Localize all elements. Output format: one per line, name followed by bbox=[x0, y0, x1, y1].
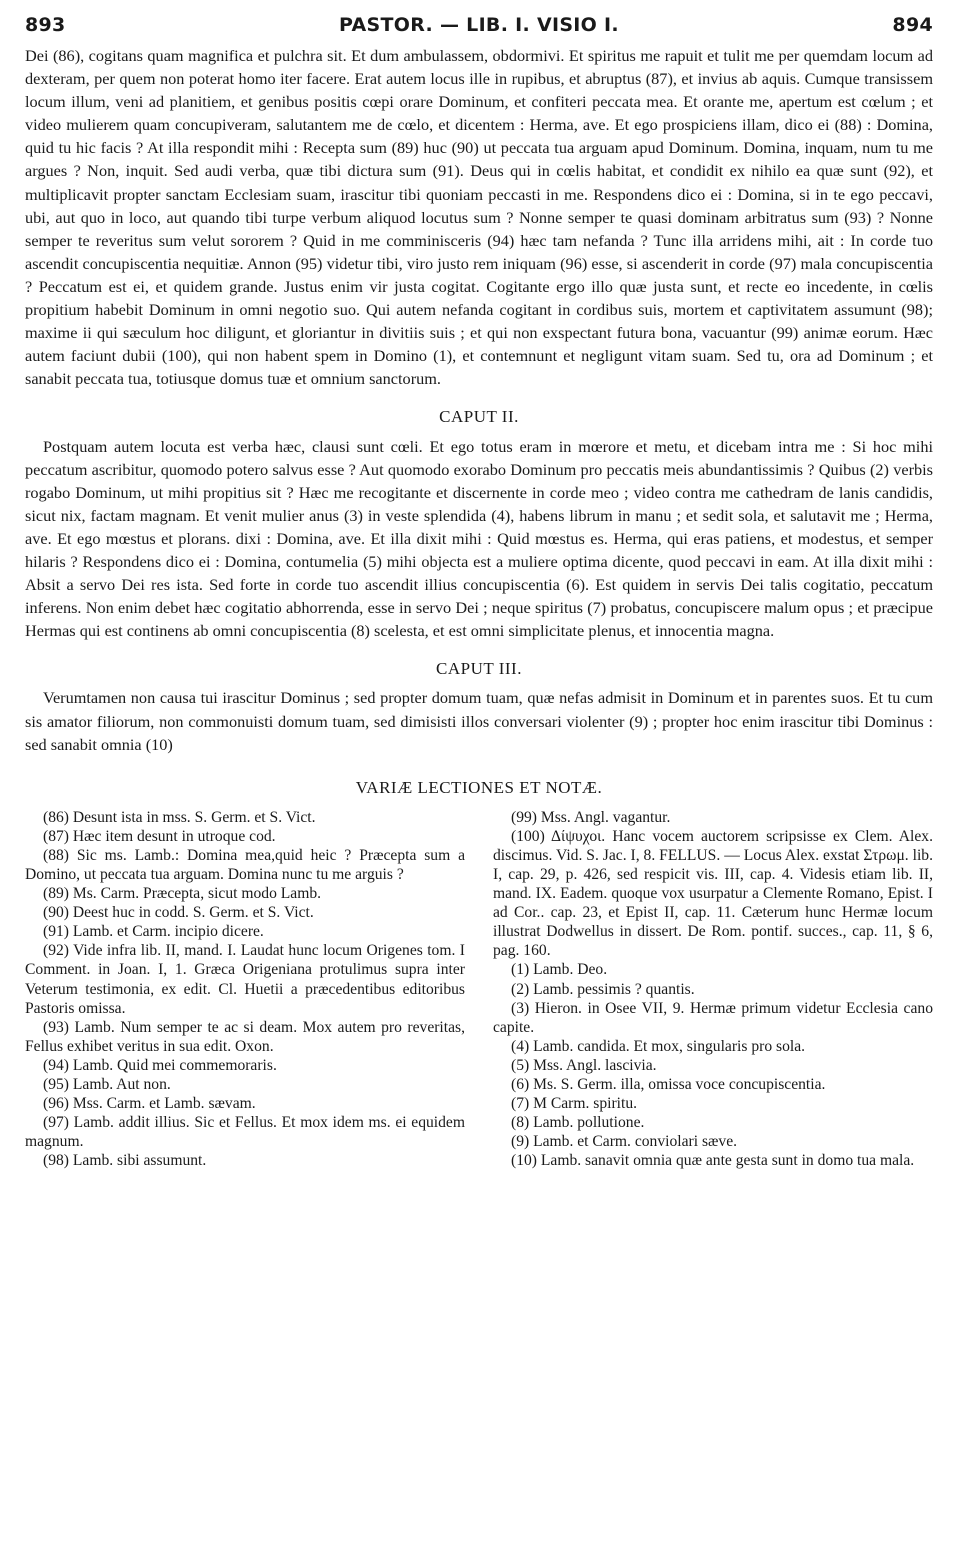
note-item: (2) Lamb. pessimis ? quantis. bbox=[511, 980, 695, 998]
note-item: (3) Hieron. in Osee VII, 9. Hermæ primum videtur Ecclesia cano capite. bbox=[493, 999, 933, 1036]
note-item: (9) Lamb. et Carm. conviolari sæve. bbox=[511, 1133, 738, 1151]
note-item: (7) M Carm. spiritu. bbox=[511, 1095, 638, 1113]
note-item: (98) Lamb. sibi assumunt. bbox=[43, 1152, 207, 1170]
notes-left-column bbox=[25, 808, 465, 1171]
note-item: (90) Deest huc in codd. S. Germ. et S. Vict. bbox=[43, 904, 314, 922]
note-item: (4) Lamb. candida. Et mox, singularis pro sola. bbox=[511, 1037, 806, 1055]
note-item: (100) Δίψυχοι. Hanc vocem auctorem scripsisse ex Clem. Alex. discimus. Vid. S. Jac. I, 8. FELLUS. — Locus Alex. exstat Στρωμ. lib. I, cap. 29, p. 426, sed respicit vis. III, cap. 4. Videsis etiam lib. II, mand. IX. Eadem. quoque vox usurpatur a Clemente Romano, Epist. I ad Cor.. cap. 23, et Epist II, cap. 11. Cæterum hunc Hermæ locum illustrat Dodwellus in dissert. De Rom. pontif. succes., cap. 11, § 6, pag. 160. bbox=[493, 827, 933, 960]
paragraph-caput-ii: Postquam autem locuta est verba hæc, clausi sunt cœli. Et ego totus eram in mœrore et metu, et dicebam intra me : Si hoc mihi peccatum ascribitur, quomodo potero salvus esse ? Aut quomodo exorabo Dominum pro peccatis meis abundantissimis ? Quibus (2) verbis rogabo Dominum, ut mihi propitius sit ? Hæc me recogitante et discernente in corde meo ; video contra me cathedram de lanis candidis, sicut nix, factam magnam. Et venit mulier anus (3) in veste splendida (4), habens librum in manu ; et sedit sola, et salutavit me ; Herma, ave. Et ego mœstus et plorans. dixi : Domina, ave. Et illa dixit mihi : Quid mœstus es. Herma, qui eras patiens, et modestus, et semper hilaris ? Respondens dico ei : Domina, contumelia (5) mihi objecta est a muliere optima dicente, quod peccavi in eam. At illa dixit mihi : Absit a servo Dei res ista. Sed forte in corde tuo ascendit illius concupiscentia (6). Est quidem in servis Dei talis cogitatio, peccatum inferens. Non enim debet hæc cogitatio abhorrenda, esse in servo Dei ; neque spiritus (7) probatus, concupiscere malum opus ; et præcipue Hermas qui est continens ab omni concupiscentia (8) scelesta, et est omni simplicitate plenus, et innocentia magna. bbox=[25, 436, 933, 641]
note-item: (87) Hæc item desunt in utroque cod. bbox=[43, 827, 276, 845]
note-item: (1) Lamb. Deo. bbox=[511, 961, 608, 979]
note-item: (5) Mss. Angl. lascivia. bbox=[511, 1056, 657, 1074]
page-header bbox=[25, 14, 933, 44]
paragraph-visio-continuation: Dei (86), cogitans quam magnifica et pulchra sit. Et dum ambulassem, obdormivi. Et spiritus me rapuit et tulit me per quemdam locum ad dexteram, per quem non poterat homo iter facere. Erat autem locus ille in rupibus, et abruptus (87), et invius ab aquis. Cumque transissem locum illum, veni ad planitiem, et genibus positis cœpi orare Dominum, et confiteri peccata mea. Et orante me, apertum est cœlum ; et video mulierem quam concupiveram, salutantem me de cœlo, et dicentem : Herma, ave. Et ego prospiciens illam, dico ei (88) : Domina, quid tu hic facis ? At illa respondit mihi : Recepta sum (89) huc (90) ut peccata tua arguam apud Dominum. Domina, inquam, num tu me argues ? Non, inquit. Sed audi verba, quæ tibi dictura sum (91). Deus qui in cœlis habitat, et condidit ex nihilo ea quæ sunt (92), et multiplicavit propter sanctam Ecclesiam suam, irascitur tibi quoniam peccasti in me. Respondens dico ei : Domina, si in te ego peccavi, ubi, aut quo in loco, aut quando tibi turpe verbum aliquod locutus sum ? Nonne semper te quasi dominam arbitratus sum (93) ? Nonne semper te reveritus sum velut sororem ? Quid in me comminisceris (94) hæc tam nefanda ? Tunc illa arridens mihi, ait : In corde tuo ascendit concupiscentia nequitiæ. Annon (95) videtur tibi, viro justo rem iniquam (96) esse, si ascenderit in corde (97) mala concupiscentia ? Peccatum est ei, et quidem grande. Justus enim vir justa cogitat. Cogitante ergo illo quæ justa sunt, et recte eo incedente, in cœlis propitium habebit Dominum in omni negotio suo. Qui autem nefanda cogitant in cordibus suis, mortem et captivitatem assumunt (98); maxime ii qui sæculum hoc diligunt, et gloriantur in divitiis suis ; et qui non exspectant futura bona, vacuantur (99) animæ eorum. Hæc autem faciunt dubii (100), qui non habent spem in Domino (1), et contemnunt et negligunt vitam suam. Sed tu, ora ad Dominum ; et sanabit peccata tua, totiusque domus tuæ et omnium sanctorum. bbox=[25, 46, 933, 389]
note-item: (91) Lamb. et Carm. incipio dicere. bbox=[43, 923, 264, 941]
note-item: (99) Mss. Angl. vagantur. bbox=[511, 808, 671, 826]
note-item: (6) Ms. S. Germ. illa, omissa voce concupiscentia. bbox=[511, 1076, 826, 1094]
note-item: (97) Lamb. addit illius. Sic et Fellus. Et mox idem ms. ei equidem magnum. bbox=[25, 1114, 465, 1151]
page-number-right: 894 bbox=[892, 14, 933, 36]
note-item: (88) Sic ms. Lamb.: Domina mea,quid heic ? Præcepta sum a Domino, ut peccata tua arguam. Domina nunc tu me arguis ? bbox=[25, 846, 465, 883]
note-item: (95) Lamb. Aut non. bbox=[43, 1076, 171, 1094]
caput-iii-heading: CAPUT III. bbox=[436, 659, 522, 679]
page-number-left: 893 bbox=[25, 14, 66, 36]
notes-heading: VARIÆ LECTIONES ET NOTÆ. bbox=[355, 777, 603, 797]
note-item: (10) Lamb. sanavit omnia quæ ante gesta sunt in domo tua mala. bbox=[511, 1152, 915, 1170]
note-item: (93) Lamb. Num semper te ac si deam. Mox autem pro reveritas, Fellus exhibet veritus in sua edit. Oxon. bbox=[25, 1018, 465, 1055]
paragraph-caput-iii: Verumtamen non causa tui irascitur Dominus ; sed propter domum tuam, quæ nefas admisit in Dominum et in parentes suos. Et tu cum sis amator filiorum, non commonuisti domum tuam, sed dimisisti illos conversari violenter (9) ; propter hoc enim irascitur tibi Dominus : sed sanabit omnia (10) bbox=[25, 688, 933, 754]
running-title: PASTOR. — LIB. I. VISIO I. bbox=[339, 14, 619, 36]
caput-ii-heading: CAPUT II. bbox=[439, 407, 519, 427]
main-text bbox=[25, 44, 933, 756]
note-item: (96) Mss. Carm. et Lamb. sævam. bbox=[43, 1095, 256, 1113]
note-item: (92) Vide infra lib. II, mand. I. Laudat hunc locum Origenes tom. I Comment. in Joan. I, 1. Græca Origeniana protulimus supra inter Veterum testimonia, ex edit. Cl. Huetii a præcedentibus editoribus Pastoris omissa. bbox=[25, 942, 465, 1017]
note-item: (8) Lamb. pollutione. bbox=[511, 1114, 645, 1132]
notes-section bbox=[25, 808, 933, 1171]
note-item: (89) Ms. Carm. Præcepta, sicut modo Lamb. bbox=[43, 885, 322, 903]
notes-right-column bbox=[493, 808, 933, 1171]
note-item: (94) Lamb. Quid mei commemoraris. bbox=[43, 1056, 277, 1074]
note-item: (86) Desunt ista in mss. S. Germ. et S. Vict. bbox=[43, 808, 316, 826]
